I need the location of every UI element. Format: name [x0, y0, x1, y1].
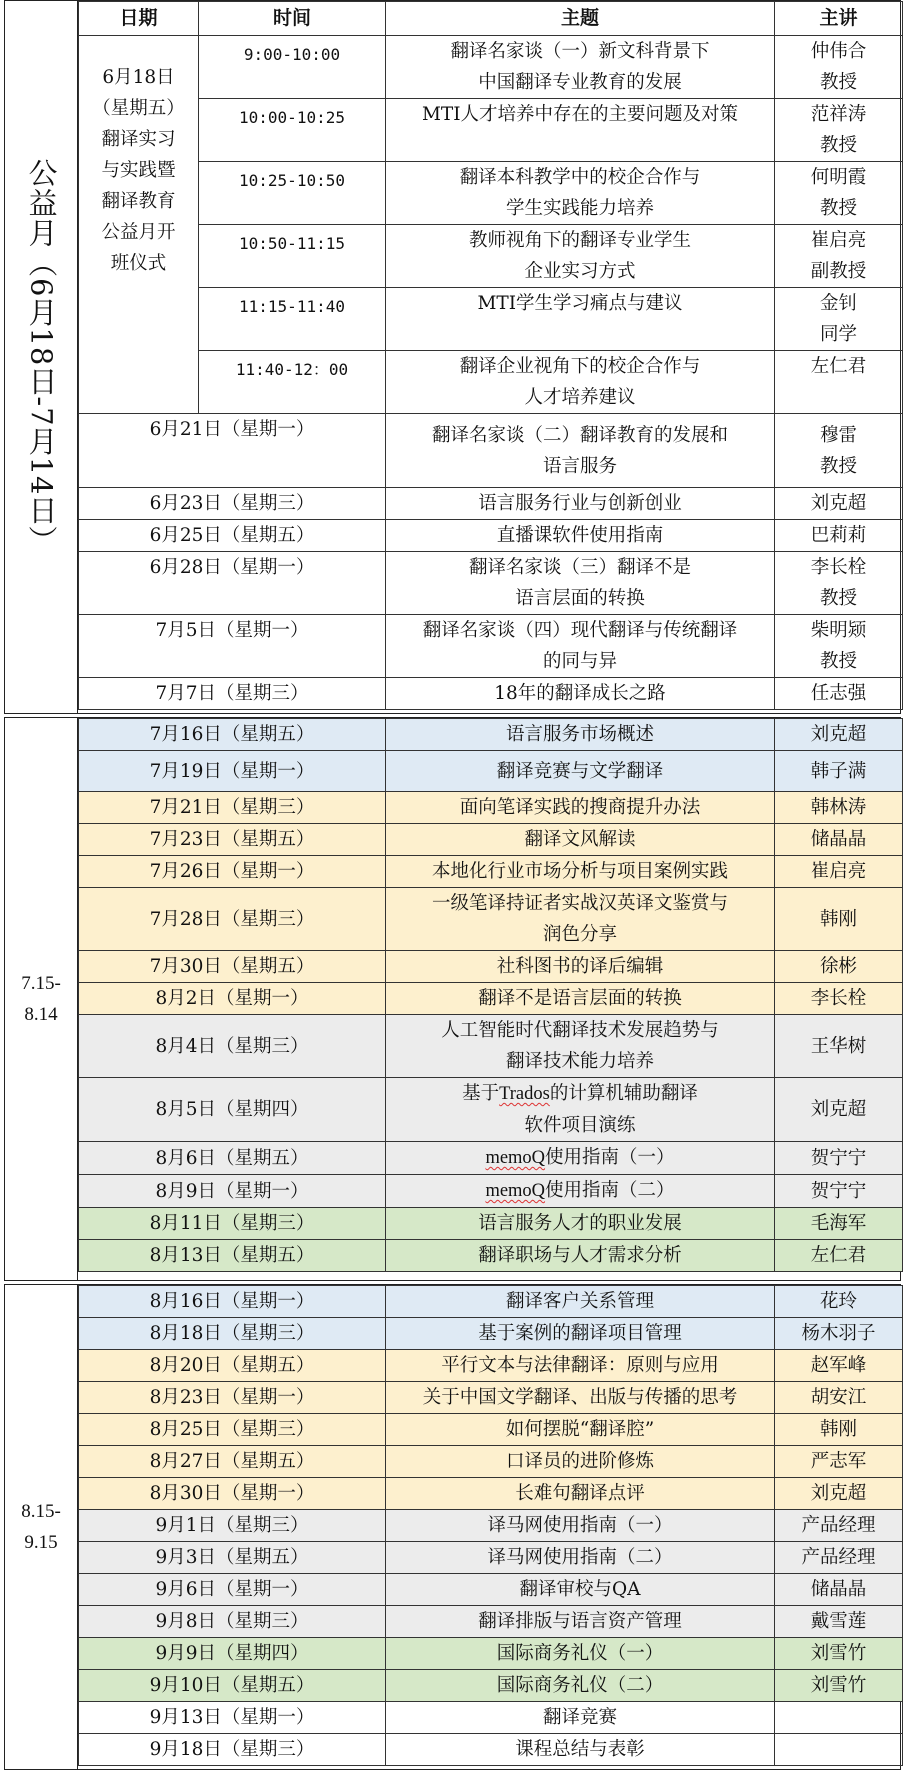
time-cell: 11:15-11:40 — [199, 288, 386, 351]
topic-cell: MTI人才培养中存在的主要问题及对策 — [386, 99, 775, 162]
schedule-table-section3 — [78, 1285, 903, 1766]
topic-line: 国际商务礼仪（二） — [496, 1675, 664, 1696]
speaker-cell: 刘克超 — [775, 719, 903, 751]
speaker-cell: 刘雪竹 — [775, 1670, 903, 1702]
section-label-text: 公益月（6月18日-7月14日） — [24, 158, 59, 556]
topic-cell — [386, 1510, 775, 1542]
table-row — [79, 1414, 903, 1446]
topic-cell — [386, 1702, 775, 1734]
table-row — [79, 751, 903, 792]
date-cell: 7月30日（星期五） — [79, 951, 386, 983]
date-cell: 7月19日（星期一） — [79, 751, 386, 792]
date-cell: 8月11日（星期三） — [79, 1208, 386, 1240]
product-name: Trados — [499, 1084, 550, 1104]
date-cell: 8月23日（星期一） — [79, 1382, 386, 1414]
topic-cell — [386, 1542, 775, 1574]
speaker-cell: 赵军峰 — [775, 1350, 903, 1382]
speaker-cell: 储晶晶 — [775, 824, 903, 856]
date-cell: 8月2日（星期一） — [79, 983, 386, 1015]
opening-date-line: （星期五） — [92, 98, 185, 119]
topic-line: 翻译文风解读 — [524, 829, 636, 850]
topic-cell: MTI学生学习痛点与建议 — [386, 288, 775, 351]
topic-line: 基于Trados的计算机辅助翻译 — [462, 1083, 698, 1104]
table-row — [79, 1015, 903, 1078]
time-cell: 10:00-10:25 — [199, 99, 386, 162]
header-topic: 主题 — [386, 2, 775, 36]
table-row — [79, 1574, 903, 1606]
table-row — [79, 951, 903, 983]
date-cell: 8月16日（星期一） — [79, 1286, 386, 1318]
table-row — [79, 824, 903, 856]
date-cell: 8月9日（星期一） — [79, 1175, 386, 1208]
topic-line: 关于中国文学翻译、出版与传播的思考 — [422, 1387, 738, 1408]
section-label-line: 8.15- — [21, 1501, 61, 1522]
speaker-cell: 仲伟合 教授 — [775, 36, 903, 99]
speaker-cell: 花玲 — [775, 1286, 903, 1318]
table-row — [79, 1382, 903, 1414]
date-cell: 9月10日（星期五） — [79, 1670, 386, 1702]
table-row — [79, 719, 903, 751]
table-row — [79, 1638, 903, 1670]
topic-line: 翻译不是语言层面的转换 — [478, 988, 682, 1009]
header-speaker: 主讲 — [775, 2, 903, 36]
date-cell: 9月6日（星期一） — [79, 1574, 386, 1606]
date-cell: 9月8日（星期三） — [79, 1606, 386, 1638]
date-cell: 6月21日（星期一） — [79, 414, 386, 488]
date-cell: 8月27日（星期五） — [79, 1446, 386, 1478]
topic-line: 翻译技术能力培养 — [505, 1051, 654, 1072]
topic-line: 润色分享 — [542, 924, 617, 945]
topic-line: 翻译客户关系管理 — [505, 1291, 654, 1312]
speaker-cell: 胡安江 — [775, 1382, 903, 1414]
date-cell: 8月5日（星期四） — [79, 1078, 386, 1142]
date-cell: 9月3日（星期五） — [79, 1542, 386, 1574]
topic-cell — [386, 792, 775, 824]
header-date: 日期 — [79, 2, 199, 36]
date-cell: 8月20日（星期五） — [79, 1350, 386, 1382]
speaker-cell: 贺宁宁 — [775, 1142, 903, 1175]
section-label-public-welfare-month — [5, 1, 78, 713]
topic-line: 平行文本与法律翻译：原则与应用 — [441, 1355, 719, 1376]
table-row — [79, 1734, 903, 1766]
section-label-line: 8.14 — [24, 1004, 58, 1025]
section-8-15-to-9-15 — [4, 1284, 901, 1770]
speaker-cell — [775, 1702, 903, 1734]
opening-date-line: 与实践暨 — [101, 160, 176, 181]
table-row — [79, 983, 903, 1015]
topic-cell: 翻译名家谈（三）翻译不是 语言层面的转换 — [386, 552, 775, 615]
topic-cell — [386, 824, 775, 856]
topic-line: 口译员的进阶修炼 — [505, 1451, 654, 1472]
date-cell: 9月18日（星期三） — [79, 1734, 386, 1766]
topic-line: 译马网使用指南（一） — [487, 1515, 673, 1536]
topic-line: 基于案例的翻译项目管理 — [478, 1323, 682, 1344]
topic-cell — [386, 856, 775, 888]
opening-date-line: 公益月开 — [101, 222, 176, 243]
topic-cell — [386, 1606, 775, 1638]
topic-line: 一级笔译持证者实战汉英译文鉴赏与 — [431, 893, 728, 914]
topic-cell — [386, 1446, 775, 1478]
topic-cell — [386, 1638, 775, 1670]
speaker-cell: 韩子满 — [775, 751, 903, 792]
table-row — [79, 678, 903, 710]
product-name: memoQ — [485, 1181, 546, 1201]
topic-line: 课程总结与表彰 — [515, 1739, 645, 1760]
topic-cell — [386, 1078, 775, 1142]
section-public-welfare-month — [4, 0, 901, 714]
section-label-7-15 — [5, 718, 78, 1280]
table-row — [79, 1318, 903, 1350]
opening-date-line: 翻译教育 — [101, 191, 176, 212]
topic-cell — [386, 1142, 775, 1175]
speaker-cell: 刘克超 — [775, 1478, 903, 1510]
speaker-cell: 李长栓 教授 — [775, 552, 903, 615]
date-cell: 8月25日（星期三） — [79, 1414, 386, 1446]
topic-line: 长难句翻译点评 — [515, 1483, 645, 1504]
table-row — [79, 1078, 903, 1142]
date-cell: 7月28日（星期三） — [79, 888, 386, 951]
table-row — [79, 1286, 903, 1318]
speaker-cell: 韩刚 — [775, 888, 903, 951]
topic-line: 社科图书的译后编辑 — [496, 956, 664, 977]
topic-cell: 翻译本科教学中的校企合作与 学生实践能力培养 — [386, 162, 775, 225]
topic-line: 翻译职场与人才需求分析 — [478, 1245, 682, 1266]
topic-cell: 直播课软件使用指南 — [386, 520, 775, 552]
speaker-cell: 穆雷 教授 — [775, 414, 903, 488]
date-cell: 6月23日（星期三） — [79, 488, 386, 520]
speaker-cell: 产品经理 — [775, 1542, 903, 1574]
date-cell: 9月13日（星期一） — [79, 1702, 386, 1734]
topic-cell — [386, 1208, 775, 1240]
section-label-8-15 — [5, 1285, 78, 1769]
speaker-cell: 左仁君 — [775, 1240, 903, 1272]
table-row — [79, 1606, 903, 1638]
speaker-cell: 柴明颎 教授 — [775, 615, 903, 678]
topic-line: 翻译竞赛 — [542, 1707, 617, 1728]
topic-line: 国际商务礼仪（一） — [496, 1643, 664, 1664]
date-cell: 6月25日（星期五） — [79, 520, 386, 552]
table-row — [79, 792, 903, 824]
topic-cell — [386, 751, 775, 792]
speaker-cell: 范祥涛 教授 — [775, 99, 903, 162]
table-row — [79, 99, 903, 162]
topic-cell — [386, 983, 775, 1015]
topic-cell: 教师视角下的翻译专业学生 企业实习方式 — [386, 225, 775, 288]
table-row — [79, 414, 903, 488]
speaker-cell: 戴雪莲 — [775, 1606, 903, 1638]
speaker-cell: 产品经理 — [775, 1510, 903, 1542]
topic-line: 人工智能时代翻译技术发展趋势与 — [441, 1020, 719, 1041]
date-cell: 7月7日（星期三） — [79, 678, 386, 710]
section-label-line: 9.15 — [24, 1532, 58, 1553]
table-row — [79, 1510, 903, 1542]
speaker-cell: 巴莉莉 — [775, 520, 903, 552]
date-cell: 8月6日（星期五） — [79, 1142, 386, 1175]
date-cell: 8月13日（星期五） — [79, 1240, 386, 1272]
topic-cell: 翻译名家谈（一）新文科背景下 中国翻译专业教育的发展 — [386, 36, 775, 99]
speaker-cell: 何明霞 教授 — [775, 162, 903, 225]
date-cell: 8月4日（星期三） — [79, 1015, 386, 1078]
table-row — [79, 856, 903, 888]
speaker-cell: 韩刚 — [775, 1414, 903, 1446]
topic-cell — [386, 1574, 775, 1606]
topic-line: 翻译审校与QA — [519, 1579, 641, 1600]
schedule-table-section2 — [78, 718, 903, 1272]
topic-cell: 翻译名家谈（四）现代翻译与传统翻译 的同与异 — [386, 615, 775, 678]
date-cell: 7月26日（星期一） — [79, 856, 386, 888]
speaker-cell: 左仁君 — [775, 351, 903, 414]
topic-cell — [386, 1350, 775, 1382]
speaker-cell: 严志军 — [775, 1446, 903, 1478]
speaker-cell: 李长栓 — [775, 983, 903, 1015]
topic-cell — [386, 1670, 775, 1702]
topic-line: 翻译排版与语言资产管理 — [478, 1611, 682, 1632]
topic-line: 面向笔译实践的搜商提升办法 — [459, 797, 701, 818]
table-row — [79, 1240, 903, 1272]
topic-cell: 语言服务行业与创新创业 — [386, 488, 775, 520]
topic-line: 语言服务市场概述 — [505, 724, 654, 745]
speaker-cell: 金钊 同学 — [775, 288, 903, 351]
topic-line: memoQ使用指南（一） — [485, 1147, 675, 1168]
speaker-cell: 徐彬 — [775, 951, 903, 983]
topic-cell — [386, 719, 775, 751]
topic-cell — [386, 1382, 775, 1414]
opening-date-cell — [79, 36, 199, 414]
topic-line: 软件项目演练 — [524, 1115, 636, 1136]
table-row — [79, 520, 903, 552]
speaker-cell: 刘雪竹 — [775, 1638, 903, 1670]
table-row — [79, 1542, 903, 1574]
speaker-cell: 储晶晶 — [775, 1574, 903, 1606]
date-cell: 7月23日（星期五） — [79, 824, 386, 856]
topic-cell — [386, 1015, 775, 1078]
speaker-cell: 毛海军 — [775, 1208, 903, 1240]
table-row — [79, 351, 903, 414]
date-cell: 9月9日（星期四） — [79, 1638, 386, 1670]
date-cell: 8月18日（星期三） — [79, 1318, 386, 1350]
topic-line: memoQ使用指南（二） — [485, 1180, 675, 1201]
time-cell: 10:25-10:50 — [199, 162, 386, 225]
table-row — [79, 1142, 903, 1175]
time-cell: 10:50-11:15 — [199, 225, 386, 288]
date-cell: 7月16日（星期五） — [79, 719, 386, 751]
table-row — [79, 888, 903, 951]
table-row — [79, 1350, 903, 1382]
topic-cell — [386, 951, 775, 983]
opening-date-line: 翻译实习 — [101, 129, 176, 150]
topic-cell: 18年的翻译成长之路 — [386, 678, 775, 710]
topic-cell — [386, 1734, 775, 1766]
speaker-cell: 崔启亮 — [775, 856, 903, 888]
topic-cell — [386, 1175, 775, 1208]
speaker-cell: 韩林涛 — [775, 792, 903, 824]
date-cell: 8月30日（星期一） — [79, 1478, 386, 1510]
table-row — [79, 1478, 903, 1510]
topic-cell — [386, 1286, 775, 1318]
section-7-15-to-8-14 — [4, 717, 901, 1281]
table-row — [79, 1208, 903, 1240]
schedule-table-section1 — [78, 1, 903, 710]
topic-line: 译马网使用指南（二） — [487, 1547, 673, 1568]
topic-line: 翻译竞赛与文学翻译 — [496, 760, 664, 782]
table-row — [79, 1702, 903, 1734]
product-name: memoQ — [485, 1148, 546, 1168]
date-cell: 7月21日（星期三） — [79, 792, 386, 824]
topic-line: 语言服务人才的职业发展 — [478, 1213, 682, 1234]
table-row — [79, 552, 903, 615]
table-row — [79, 36, 903, 99]
date-cell: 7月5日（星期一） — [79, 615, 386, 678]
date-cell: 6月28日（星期一） — [79, 552, 386, 615]
table-row — [79, 1175, 903, 1208]
section-label-line: 7.15- — [21, 973, 61, 994]
table-row — [79, 288, 903, 351]
header-time: 时间 — [199, 2, 386, 36]
speaker-cell: 刘克超 — [775, 1078, 903, 1142]
topic-cell: 翻译名家谈（二）翻译教育的发展和 语言服务 — [386, 414, 775, 488]
topic-cell — [386, 888, 775, 951]
table-row — [79, 162, 903, 225]
opening-date-line: 班仪式 — [110, 253, 167, 274]
table-row — [79, 225, 903, 288]
table-row — [79, 1670, 903, 1702]
speaker-cell: 王华树 — [775, 1015, 903, 1078]
time-cell: 11:40-12：00 — [199, 351, 386, 414]
topic-line: 如何摆脱“翻译腔” — [505, 1419, 655, 1440]
table-header-row — [79, 2, 903, 36]
date-cell: 9月1日（星期三） — [79, 1510, 386, 1542]
time-cell: 9:00-10:00 — [199, 36, 386, 99]
topic-cell — [386, 1318, 775, 1350]
topic-cell — [386, 1478, 775, 1510]
table-row — [79, 1446, 903, 1478]
topic-cell: 翻译企业视角下的校企合作与 人才培养建议 — [386, 351, 775, 414]
speaker-cell: 崔启亮 副教授 — [775, 225, 903, 288]
topic-line: 本地化行业市场分析与项目案例实践 — [431, 861, 728, 882]
topic-cell — [386, 1240, 775, 1272]
table-row — [79, 488, 903, 520]
speaker-cell: 贺宁宁 — [775, 1175, 903, 1208]
topic-cell — [386, 1414, 775, 1446]
speaker-cell: 任志强 — [775, 678, 903, 710]
speaker-cell: 刘克超 — [775, 488, 903, 520]
speaker-cell — [775, 1734, 903, 1766]
speaker-cell: 杨木羽子 — [775, 1318, 903, 1350]
table-row — [79, 615, 903, 678]
opening-date-line: 6月18日 — [102, 67, 175, 88]
